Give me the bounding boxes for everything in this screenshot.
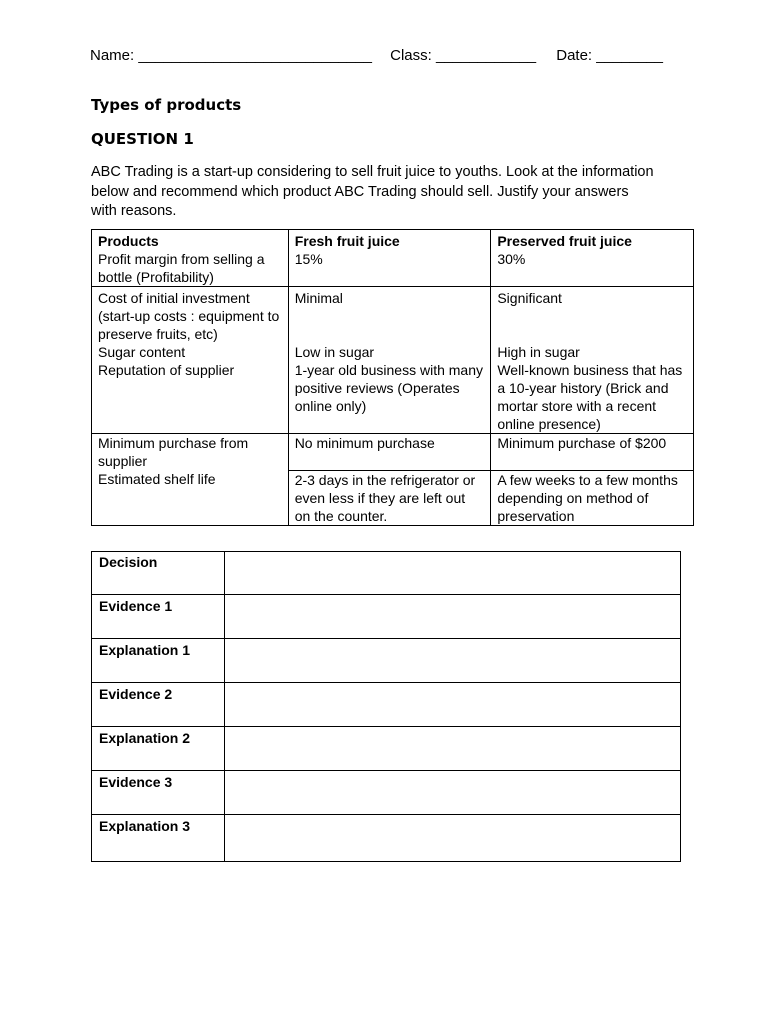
table-row bbox=[92, 727, 681, 771]
row-label: Profit margin from selling a bottle (Profitability) bbox=[92, 250, 289, 287]
table-row bbox=[92, 552, 681, 595]
evidence-1-label: Evidence 1 bbox=[92, 595, 225, 639]
table-row bbox=[92, 683, 681, 727]
question-heading: QUESTION 1 bbox=[91, 130, 194, 148]
preserved-value: A few weeks to a few months depending on method of preservation bbox=[491, 470, 694, 525]
instruction-line: with reasons. bbox=[91, 203, 177, 219]
fresh-value: No minimum purchase bbox=[288, 434, 491, 471]
explanation-1-label: Explanation 1 bbox=[92, 639, 225, 683]
table-row bbox=[92, 250, 694, 287]
fresh-value: 1-year old business with many positive reviews (Operates online only) bbox=[288, 361, 491, 434]
name-field[interactable]: Name: ____________________________ bbox=[90, 47, 372, 64]
row-label: Minimum purchase from supplier bbox=[92, 434, 289, 471]
fresh-value: Low in sugar bbox=[288, 343, 491, 361]
table-header-row bbox=[92, 230, 694, 251]
decision-table bbox=[91, 551, 681, 862]
decision-answer-field[interactable] bbox=[225, 552, 681, 595]
product-comparison-table bbox=[91, 229, 694, 526]
row-label: Estimated shelf life bbox=[92, 470, 289, 525]
question-instructions bbox=[91, 163, 691, 222]
preserved-value: Minimum purchase of $200 bbox=[491, 434, 694, 471]
column-header-products: Products bbox=[92, 230, 289, 251]
evidence-2-answer-field[interactable] bbox=[225, 683, 681, 727]
instruction-line: ABC Trading is a start-up considering to sell fruit juice to youths. Look at the information bbox=[91, 164, 654, 180]
explanation-3-answer-field[interactable] bbox=[225, 815, 681, 862]
table-row bbox=[92, 287, 694, 344]
instruction-line: below and recommend which product ABC Trading should sell. Justify your answers bbox=[91, 183, 629, 200]
table-row bbox=[92, 343, 694, 361]
column-header-preserved: Preserved fruit juice bbox=[491, 230, 694, 251]
table-row bbox=[92, 595, 681, 639]
fresh-value: Minimal bbox=[288, 287, 491, 344]
evidence-3-label: Evidence 3 bbox=[92, 771, 225, 815]
explanation-2-answer-field[interactable] bbox=[225, 727, 681, 771]
table-row bbox=[92, 639, 681, 683]
document-title: Types of products bbox=[91, 96, 242, 114]
row-label: Cost of initial investment (start-up costs : equipment to preserve fruits, etc) bbox=[92, 287, 289, 344]
student-info-line bbox=[90, 47, 730, 64]
table-row bbox=[92, 470, 694, 525]
decision-label: Decision bbox=[92, 552, 225, 595]
explanation-3-label: Explanation 3 bbox=[92, 815, 225, 862]
evidence-1-answer-field[interactable] bbox=[225, 595, 681, 639]
table-row bbox=[92, 815, 681, 862]
explanation-2-label: Explanation 2 bbox=[92, 727, 225, 771]
fresh-value: 2-3 days in the refrigerator or even less if they are left out on the counter. bbox=[288, 470, 491, 525]
explanation-1-answer-field[interactable] bbox=[225, 639, 681, 683]
preserved-value: 30% bbox=[491, 250, 694, 287]
class-field[interactable]: Class: ____________ bbox=[390, 47, 537, 64]
evidence-3-answer-field[interactable] bbox=[225, 771, 681, 815]
preserved-value: Significant bbox=[491, 287, 694, 344]
preserved-value: High in sugar bbox=[491, 343, 694, 361]
row-label: Sugar content bbox=[92, 343, 289, 361]
preserved-value: Well-known business that has a 10-year history (Brick and mortar store with a recent online presence) bbox=[491, 361, 694, 434]
table-row bbox=[92, 361, 694, 434]
table-row bbox=[92, 771, 681, 815]
row-label: Reputation of supplier bbox=[92, 361, 289, 434]
fresh-value: 15% bbox=[288, 250, 491, 287]
table-row bbox=[92, 434, 694, 471]
date-field[interactable]: Date: ________ bbox=[556, 47, 663, 64]
evidence-2-label: Evidence 2 bbox=[92, 683, 225, 727]
column-header-fresh: Fresh fruit juice bbox=[288, 230, 491, 251]
